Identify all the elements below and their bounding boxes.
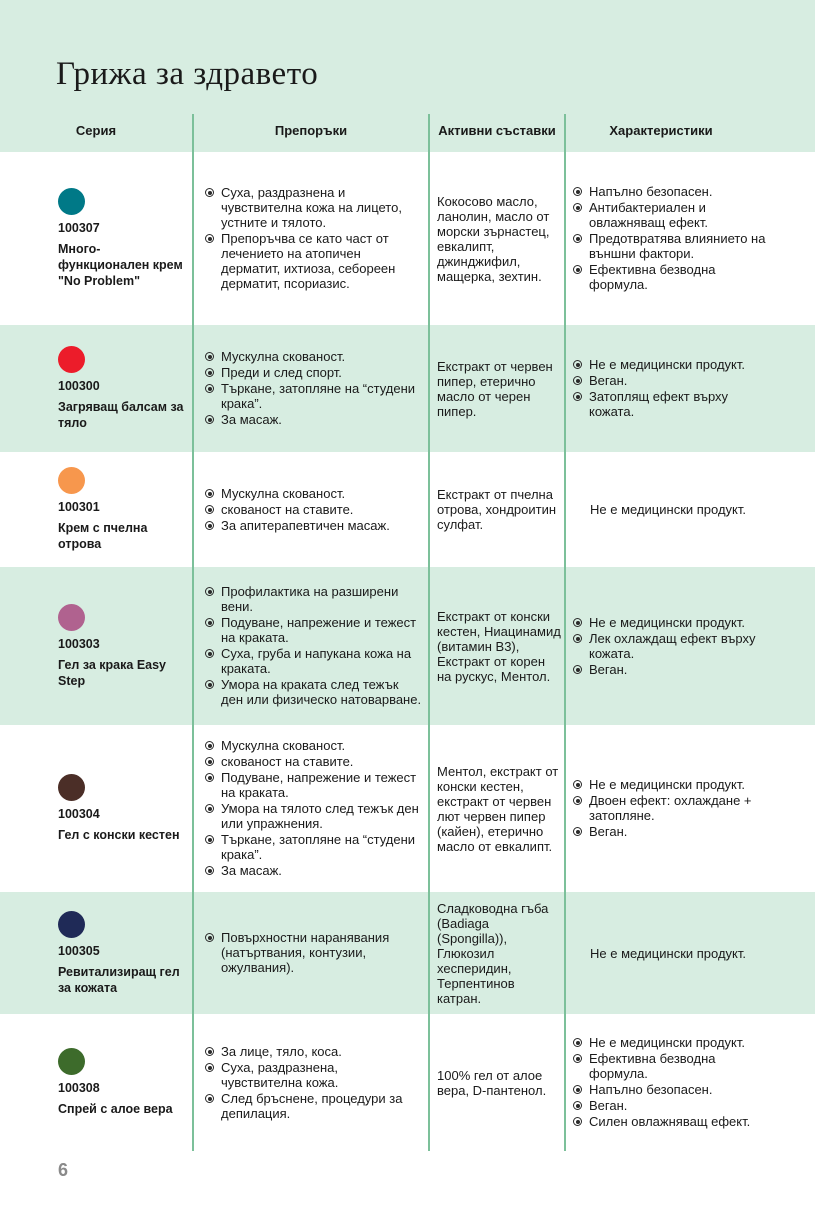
header-series: Серия [75, 123, 117, 138]
features-cell [572, 325, 772, 452]
recommendation-item: Суха, груба и напукана кожа на краката. [204, 646, 422, 676]
ingredients-cell [437, 325, 562, 452]
feature-item: Напълно безопасен. [572, 184, 772, 199]
recommendation-item: скованост на ставите. [204, 502, 390, 517]
feature-item: Двоен ефект: охлаждане + затопляне. [572, 793, 772, 823]
feature-item: Предотвратява влиянието на външни фактори. [572, 231, 772, 261]
feature-item: Не е медицински продукт. [572, 615, 772, 630]
recommendation-item: Профилактика на разширени вени. [204, 584, 422, 614]
feature-item: Антибактериален и овлажняващ ефект. [572, 200, 772, 230]
color-swatch [58, 911, 85, 938]
series-cell [58, 452, 188, 567]
features-list [572, 357, 772, 420]
feature-item: Ефективна безводна формула. [572, 262, 772, 292]
product-name: Ревитализиращ гел за кожата [58, 964, 180, 995]
features-list [572, 1035, 772, 1130]
recommendation-item: След бръснене, процедури за депилация. [204, 1091, 422, 1121]
product-name: Гел с конски кестен [58, 828, 180, 842]
recommendations-list [204, 1044, 422, 1122]
recommendations-cell [204, 152, 422, 325]
features-cell [572, 567, 772, 725]
feature-item: Не е медицински продукт. [572, 777, 772, 792]
recommendation-item: Мускулна скованост. [204, 738, 422, 753]
features-cell [572, 152, 772, 325]
recommendation-item: За масаж. [204, 863, 422, 878]
column-divider [428, 114, 430, 1151]
color-swatch [58, 604, 85, 631]
ingredients-cell [437, 1014, 562, 1151]
table-row [0, 567, 815, 725]
table-row [0, 1014, 815, 1151]
recommendation-item: Мускулна скованост. [204, 486, 390, 501]
column-divider [192, 114, 194, 1151]
product-code: 100303 [58, 636, 100, 651]
recommendations-list [204, 349, 422, 428]
recommendations-cell [204, 325, 422, 452]
recommendations-cell [204, 452, 422, 567]
recommendations-cell [204, 567, 422, 725]
feature-item: Веган. [572, 373, 772, 388]
feature-item: Напълно безопасен. [572, 1082, 772, 1097]
product-name: Крем с пчелна отрова [58, 521, 148, 551]
recommendations-cell [204, 725, 422, 892]
recommendation-item: Повърхностни наранявания (натъртвания, контузии, ожулвания). [204, 930, 422, 975]
table-row [0, 325, 815, 452]
page-number: 6 [58, 1160, 69, 1180]
ingredients-cell [437, 892, 562, 1014]
recommendation-item: Подуване, напрежение и тежест на краката. [204, 615, 422, 645]
features-text: Не е медицински продукт. [590, 502, 747, 517]
table-row [0, 152, 815, 325]
ingredients-cell [437, 452, 562, 567]
features-list [572, 615, 772, 678]
series-cell [58, 567, 188, 725]
header-ingredients: Активни съставки [438, 123, 556, 138]
feature-item: Веган. [572, 1098, 772, 1113]
color-swatch [58, 1048, 85, 1075]
ingredients-text: Ментол, екстракт от конски кестен, екстракт от червен лют червен пипер (кайен), етерично масло от евкалипт. [437, 763, 559, 854]
product-name: Гел за крака Easy Step [58, 657, 167, 688]
recommendation-item: Суха, раздразнена и чувствителна кожа на лицето, устните и тялото. [204, 185, 422, 230]
product-code: 100305 [58, 943, 100, 958]
recommendation-item: скованост на ставите. [204, 754, 422, 769]
feature-item: Не е медицински продукт. [572, 357, 772, 372]
series-cell [58, 892, 188, 1014]
ingredients-cell [437, 152, 562, 325]
feature-item: Лек охлаждащ ефект върху кожата. [572, 631, 772, 661]
features-cell [572, 452, 772, 567]
color-swatch [58, 188, 85, 215]
product-code: 100301 [58, 500, 100, 514]
recommendation-item: Мускулна скованост. [204, 349, 422, 364]
ingredients-text: Кокосово масло, ланолин, масло от морски зърнастец, евкалипт, джинджифил, мащерка, зехтин. [437, 193, 550, 284]
product-code: 100304 [58, 807, 100, 821]
recommendation-item: Препоръчва се като част от лечението на атопичен дерматит, ихтиоза, себореен дерматит, псориазис. [204, 231, 422, 291]
series-cell [58, 325, 188, 452]
recommendations-cell [204, 892, 422, 1014]
series-cell [58, 152, 188, 325]
ingredients-text: Сладководна гъба (Badiaga (Spongilla)), Глюкозил хесперидин, Терпентинов катран. [437, 900, 549, 1006]
product-code: 100307 [58, 221, 100, 235]
recommendation-item: Подуване, напрежение и тежест на краката. [204, 770, 422, 800]
recommendation-item: Умора на тялото след тежък ден или упражнения. [204, 801, 422, 831]
feature-item: Не е медицински продукт. [572, 1035, 772, 1050]
feature-item: Веган. [572, 662, 772, 677]
recommendations-list [204, 930, 422, 976]
product-name: Много-функционален крем "No Problem" [58, 242, 183, 288]
color-swatch [58, 774, 85, 801]
ingredients-text: Екстракт от пчелна отрова, хондроитин сулфат. [437, 487, 557, 532]
recommendation-item: Суха, раздразнена, чувствителна кожа. [204, 1060, 422, 1090]
ingredients-cell [437, 567, 562, 725]
color-swatch [58, 346, 85, 373]
recommendation-item: За апитерапевтичен масаж. [204, 518, 390, 533]
product-code: 100308 [58, 1081, 100, 1095]
feature-item: Веган. [572, 824, 772, 839]
recommendations-list [204, 738, 422, 879]
features-cell [572, 725, 772, 892]
recommendation-item: Умора на краката след тежък ден или физическо натоварване. [204, 677, 422, 707]
product-name: Загряващ балсам за тяло [58, 400, 184, 430]
recommendation-item: За лице, тяло, коса. [204, 1044, 422, 1059]
table-row [0, 892, 815, 1014]
table-header [0, 110, 815, 152]
series-cell [58, 1014, 188, 1151]
ingredients-text: 100% гел от алое вера, D-пантенол. [437, 1067, 547, 1098]
recommendation-item: За масаж. [204, 412, 422, 427]
product-name: Спрей с алое вера [58, 1102, 173, 1116]
product-code: 100300 [58, 379, 100, 393]
recommendation-item: Търкане, затопляне на “студени крака”. [204, 832, 422, 862]
table-row [0, 452, 815, 567]
header-features: Характеристики [609, 123, 713, 138]
header-recommendations: Препоръки [274, 123, 348, 138]
ingredients-text: Екстракт от червен пипер, етерично масло от черен пипер. [437, 358, 553, 419]
column-divider [564, 114, 566, 1151]
recommendation-item: Търкане, затопляне на “студени крака”. [204, 381, 422, 411]
series-cell [58, 725, 188, 892]
feature-item: Затоплящ ефект върху кожата. [572, 389, 772, 419]
ingredients-text: Екстракт от конски кестен, Ниацинамид (витамин B3), Екстракт от корен на рускус, Ментол. [437, 608, 561, 684]
recommendations-list [204, 486, 390, 534]
features-text: Не е медицински продукт. [590, 945, 747, 961]
features-cell [572, 892, 772, 1014]
features-cell [572, 1014, 772, 1151]
page-title: Грижа за здравето [56, 56, 319, 92]
recommendations-list [204, 185, 422, 292]
table-row [0, 725, 815, 892]
recommendations-list [204, 584, 422, 708]
feature-item: Ефективна безводна формула. [572, 1051, 772, 1081]
features-list [572, 777, 772, 840]
features-list [572, 184, 772, 293]
recommendations-cell [204, 1014, 422, 1151]
feature-item: Силен овлажняващ ефект. [572, 1114, 772, 1129]
recommendation-item: Преди и след спорт. [204, 365, 422, 380]
color-swatch [58, 467, 85, 494]
ingredients-cell [437, 725, 562, 892]
title-band [0, 0, 815, 110]
